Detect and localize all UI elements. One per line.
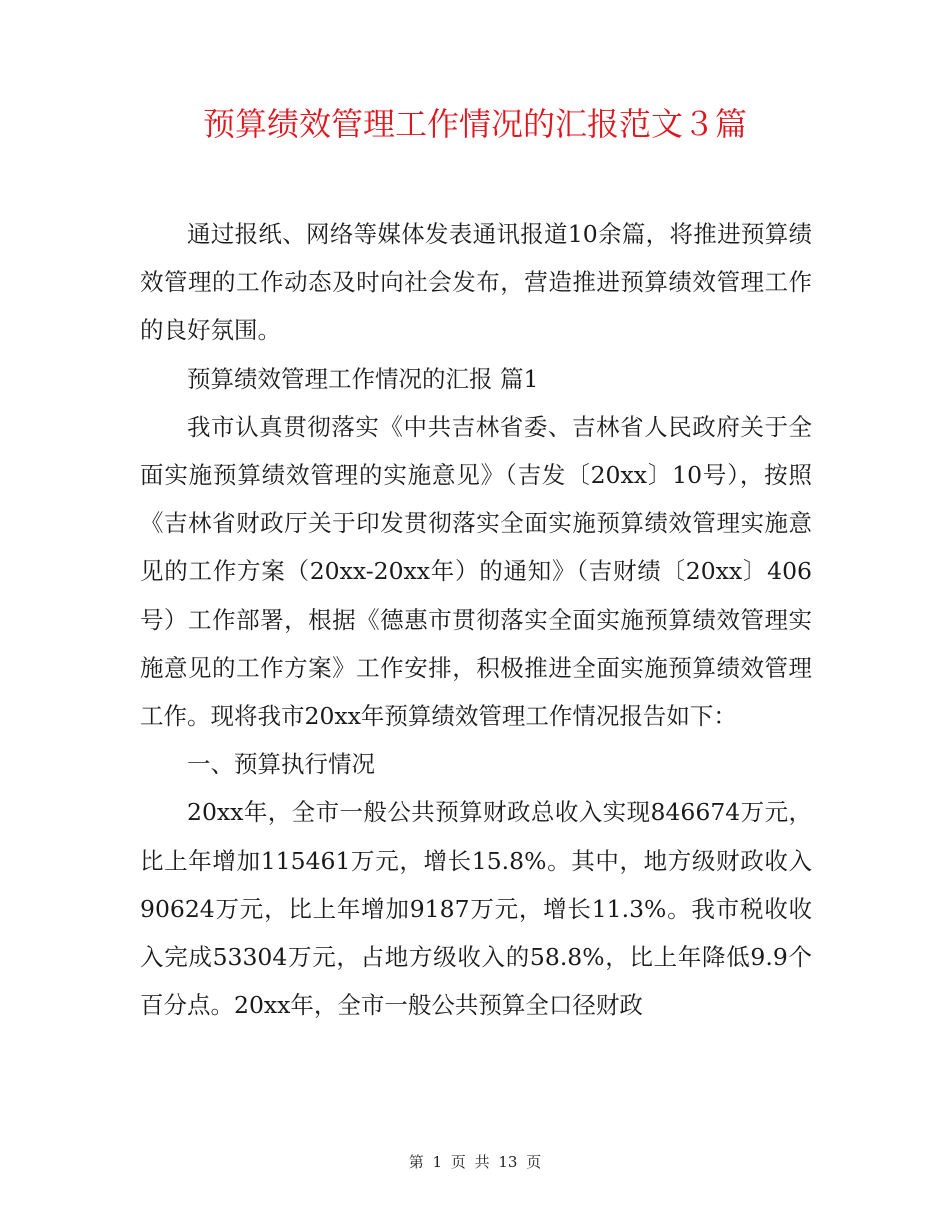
- section-heading-budget-execution: 一、预算执行情况: [187, 750, 375, 779]
- page-number-footer: 第 1 页 共 13 页: [408, 1153, 542, 1171]
- document-body: [140, 210, 812, 1029]
- paragraph-implementation: 我市认真贯彻落实《中共吉林省委、吉林省人民政府关于全面实施预算绩效管理的实施意见》（吉发〔20xx〕10号），按照《吉林省财政厅关于印发贯彻落实全面实施预算绩效管理实施意见的工作方案（20xx-20xx年）的通知》（吉财绩〔20xx〕406号）工作部署，根据《德惠市贯彻落实全面实施预算绩效管理实施意见的工作方案》工作安排，积极推进全面实施预算绩效管理工作。现将我市20xx年预算绩效管理工作情况报告如下：: [140, 412, 812, 731]
- document-title: 预算绩效管理工作情况的汇报范文３篇: [202, 105, 747, 143]
- paragraph-intro: 通过报纸、网络等媒体发表通讯报道10余篇，将推进预算绩效管理的工作动态及时向社会发布，营造推进预算绩效管理工作的良好氛围。: [140, 220, 812, 345]
- section-heading-article-1: 预算绩效管理工作情况的汇报 篇1: [187, 364, 539, 393]
- paragraph-revenue: 20xx年，全市一般公共预算财政总收入实现846674万元，比上年增加115461万元，增长15.8%。其中，地方级财政收入90624万元，比上年增加9187万元，增长11.3%。我市税收收入完成53304万元，占地方级收入的58.8%，比上年降低9.9个百分点。20xx年，全市一般公共预算全口径财政: [140, 798, 812, 1020]
